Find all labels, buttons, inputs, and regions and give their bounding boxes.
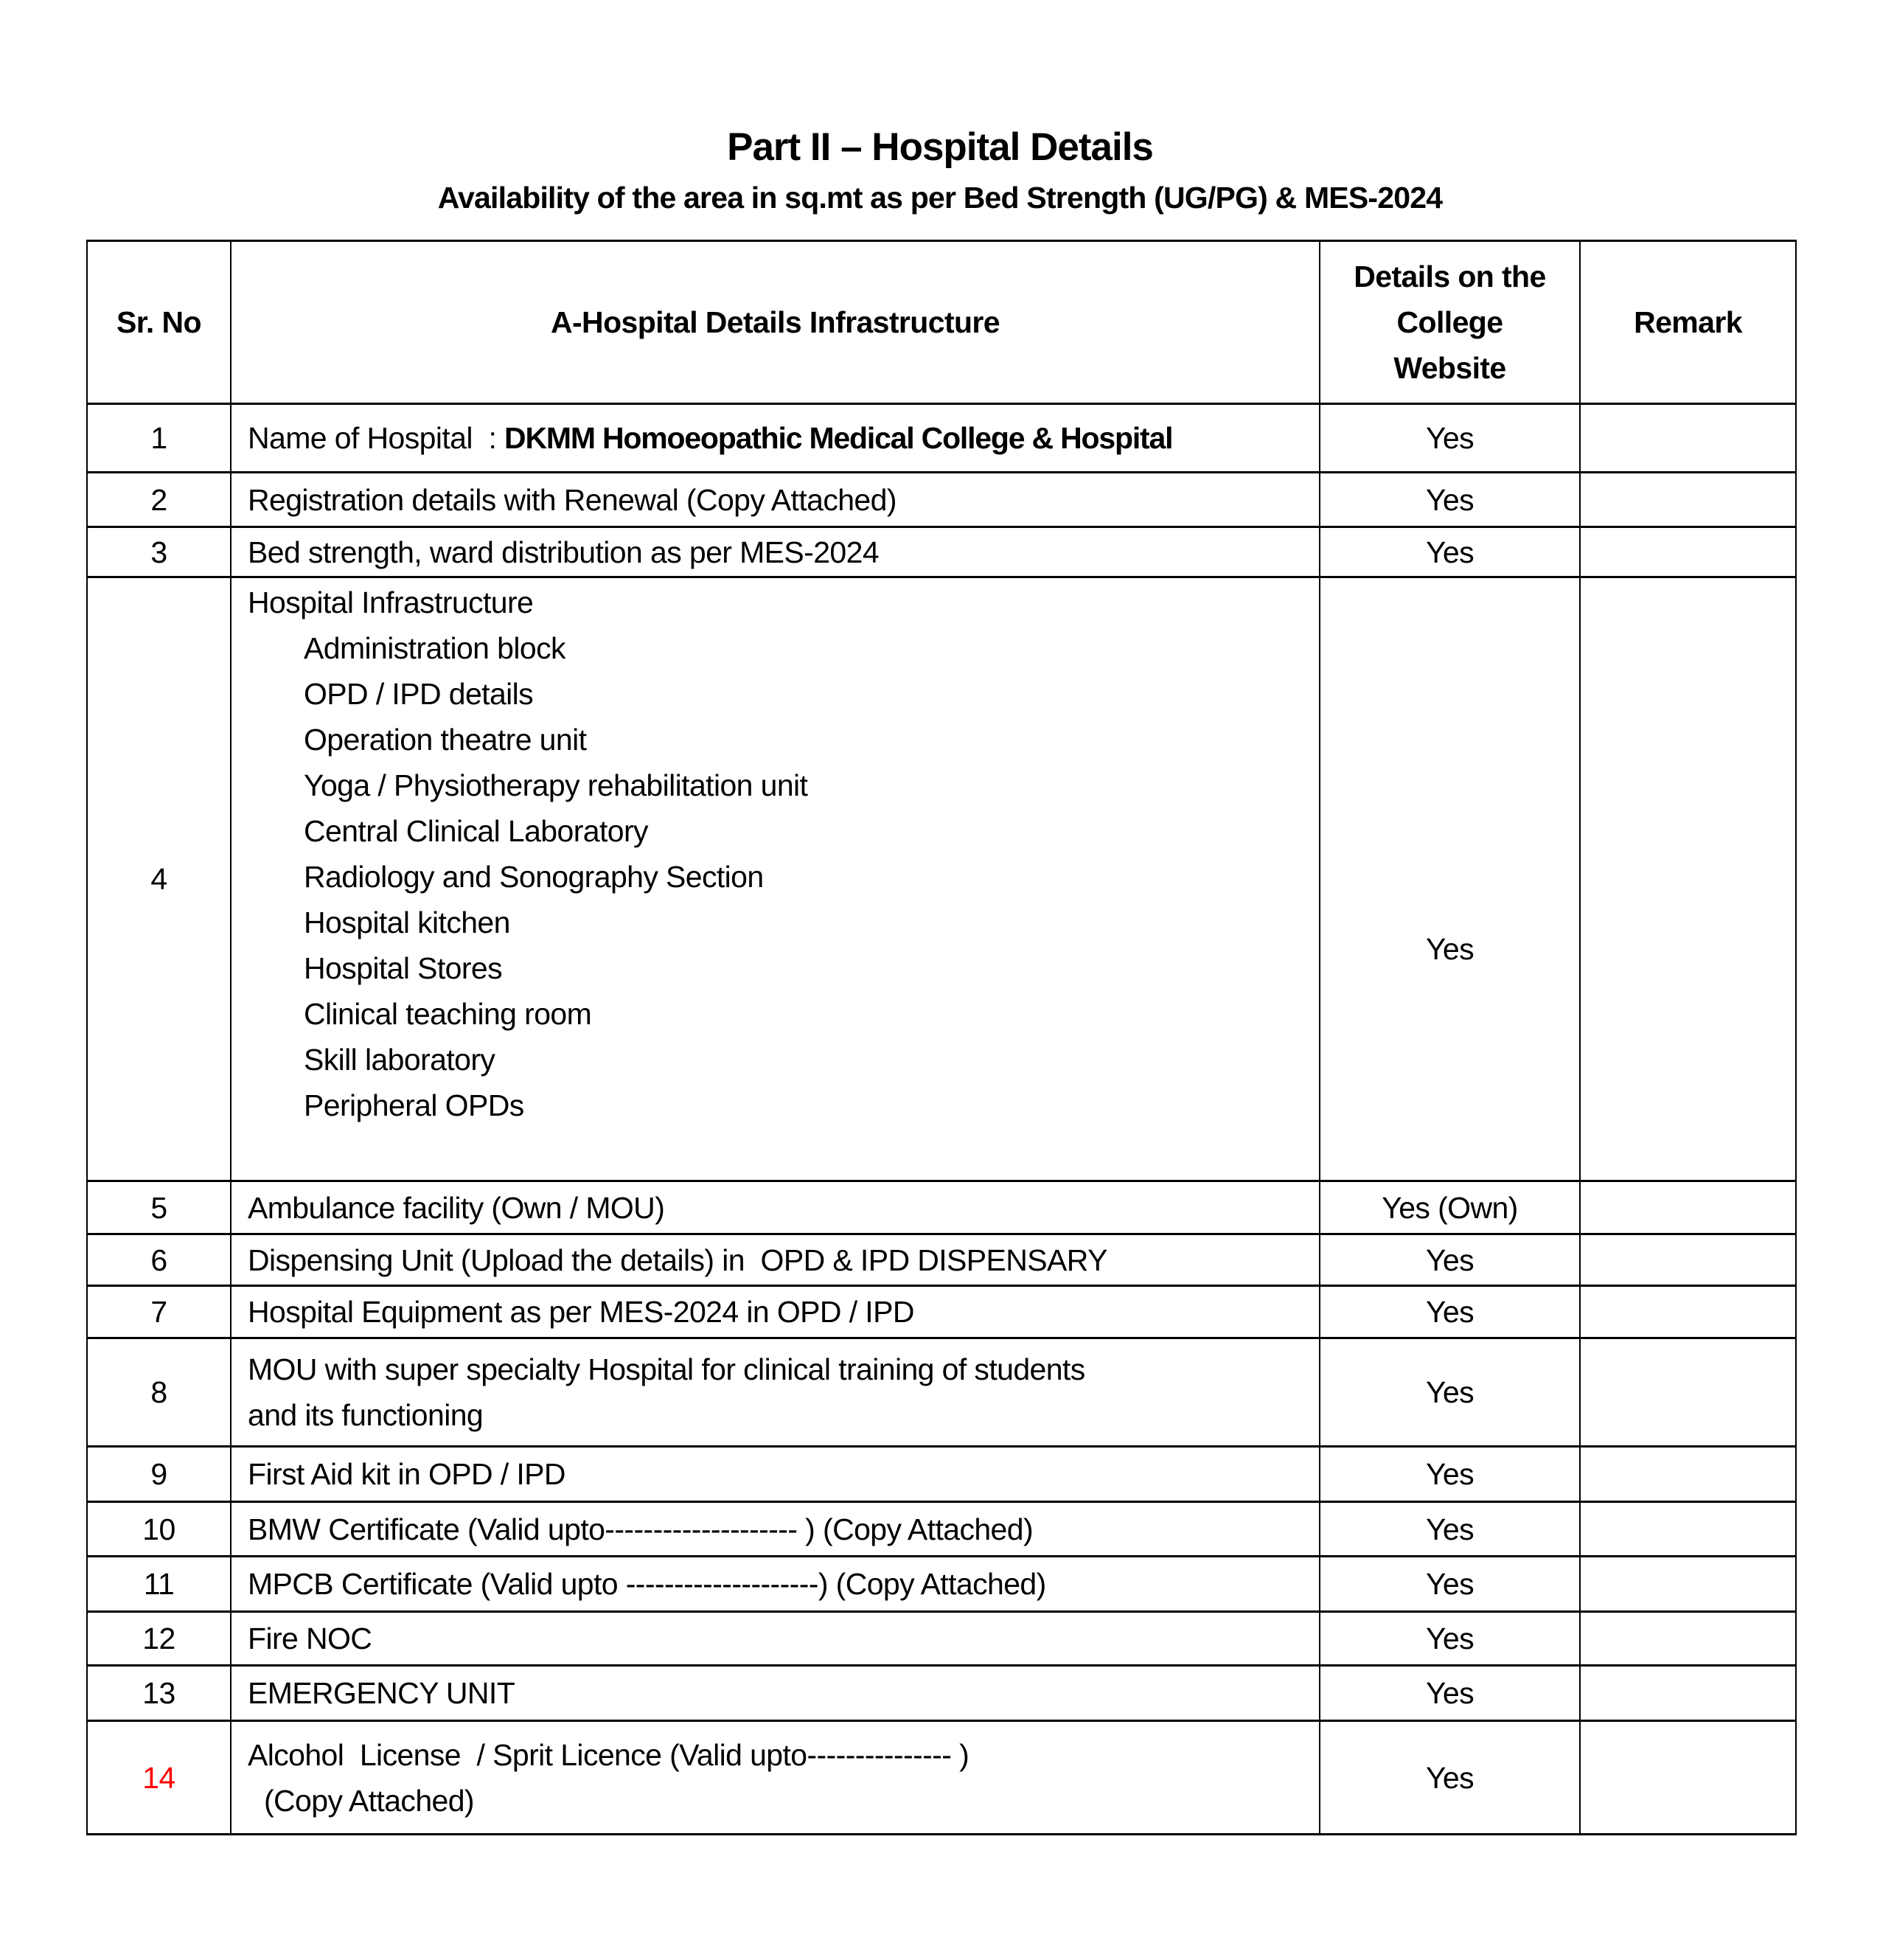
remark-cell[interactable] bbox=[1580, 1338, 1796, 1447]
infrastructure-subitem: Peripheral OPDs bbox=[304, 1088, 524, 1122]
hospital-name-label: Name of Hospital : bbox=[248, 421, 505, 455]
sr-no-cell: 9 bbox=[87, 1447, 231, 1502]
remark-cell[interactable] bbox=[1580, 1286, 1796, 1338]
description-cell: Hospital Equipment as per MES-2024 in OPD / IPD bbox=[231, 1286, 1320, 1338]
sr-no-cell: 12 bbox=[87, 1612, 231, 1666]
description-line: MOU with super specialty Hospital for clinical training of students bbox=[248, 1352, 1085, 1386]
sr-no-cell: 10 bbox=[87, 1502, 231, 1557]
header-remark: Remark bbox=[1580, 241, 1796, 404]
website-cell: Yes bbox=[1320, 527, 1580, 577]
table-row bbox=[87, 1666, 1796, 1721]
remark-cell[interactable] bbox=[1580, 1666, 1796, 1721]
table-row bbox=[87, 1181, 1796, 1234]
header-row bbox=[87, 241, 1796, 404]
sr-no-cell: 3 bbox=[87, 527, 231, 577]
infrastructure-subitem: Skill laboratory bbox=[304, 1043, 495, 1077]
sr-no-cell: 13 bbox=[87, 1666, 231, 1721]
infrastructure-subitem: Clinical teaching room bbox=[304, 997, 592, 1031]
table-row bbox=[87, 1557, 1796, 1612]
website-cell: Yes bbox=[1320, 1612, 1580, 1666]
remark-cell[interactable] bbox=[1580, 1502, 1796, 1557]
website-cell: Yes bbox=[1320, 1447, 1580, 1502]
infrastructure-subitem: Hospital Stores bbox=[304, 951, 503, 985]
sr-no-cell: 6 bbox=[87, 1234, 231, 1286]
description-cell bbox=[231, 577, 1320, 1181]
table-row bbox=[87, 577, 1796, 1181]
description-line: Alcohol License / Sprit Licence (Valid upto--------------- ) bbox=[248, 1737, 969, 1772]
header-sr-no: Sr. No bbox=[87, 241, 231, 404]
description-cell: BMW Certificate (Valid upto-------------------- ) (Copy Attached) bbox=[231, 1502, 1320, 1557]
website-cell: Yes bbox=[1320, 1557, 1580, 1612]
remark-cell[interactable] bbox=[1580, 1447, 1796, 1502]
table-row bbox=[87, 1338, 1796, 1447]
table-row bbox=[87, 1721, 1796, 1835]
description-cell: EMERGENCY UNIT bbox=[231, 1666, 1320, 1721]
sr-no-cell: 1 bbox=[87, 404, 231, 473]
header-website-line2: College bbox=[1396, 305, 1503, 339]
infrastructure-sublist bbox=[248, 625, 1319, 1128]
infrastructure-subitem: OPD / IPD details bbox=[304, 677, 534, 711]
hospital-name-value: DKMM Homoeopathic Medical College & Hospital bbox=[504, 421, 1173, 455]
description-cell bbox=[231, 1338, 1320, 1447]
description-cell: Bed strength, ward distribution as per MES-2024 bbox=[231, 527, 1320, 577]
infrastructure-heading: Hospital Infrastructure bbox=[248, 585, 534, 619]
header-website-line3: Website bbox=[1393, 351, 1506, 385]
sr-no-cell: 8 bbox=[87, 1338, 231, 1447]
document-title: Part II – Hospital Details bbox=[727, 125, 1153, 169]
description-cell bbox=[231, 404, 1320, 473]
remark-cell[interactable] bbox=[1580, 1181, 1796, 1234]
infrastructure-subitem: Central Clinical Laboratory bbox=[304, 814, 648, 848]
description-cell: Dispensing Unit (Upload the details) in OPD & IPD DISPENSARY bbox=[231, 1234, 1320, 1286]
infrastructure-subitem: Radiology and Sonography Section bbox=[304, 860, 764, 894]
sr-no-cell: 4 bbox=[87, 577, 231, 1181]
sr-no-cell: 7 bbox=[87, 1286, 231, 1338]
header-website-line1: Details on the bbox=[1354, 260, 1546, 293]
sr-no-cell: 5 bbox=[87, 1181, 231, 1234]
website-cell: Yes bbox=[1320, 1338, 1580, 1447]
remark-cell[interactable] bbox=[1580, 577, 1796, 1181]
sr-no-cell: 14 bbox=[87, 1721, 231, 1835]
infrastructure-subitem: Administration block bbox=[304, 631, 565, 665]
description-cell bbox=[231, 1721, 1320, 1835]
website-cell: Yes bbox=[1320, 1286, 1580, 1338]
hospital-details-table bbox=[86, 240, 1797, 1835]
remark-cell[interactable] bbox=[1580, 1557, 1796, 1612]
table-row bbox=[87, 1234, 1796, 1286]
website-cell: Yes bbox=[1320, 1502, 1580, 1557]
description-cell: MPCB Certificate (Valid upto --------------------) (Copy Attached) bbox=[231, 1557, 1320, 1612]
website-cell: Yes bbox=[1320, 404, 1580, 473]
header-college-website bbox=[1320, 241, 1580, 404]
description-cell: Ambulance facility (Own / MOU) bbox=[231, 1181, 1320, 1234]
table-row bbox=[87, 527, 1796, 577]
website-cell: Yes bbox=[1320, 1721, 1580, 1835]
description-cell: Registration details with Renewal (Copy Attached) bbox=[231, 473, 1320, 527]
remark-cell[interactable] bbox=[1580, 473, 1796, 527]
remark-cell[interactable] bbox=[1580, 1234, 1796, 1286]
infrastructure-subitem: Operation theatre unit bbox=[304, 723, 587, 757]
website-cell: Yes bbox=[1320, 1666, 1580, 1721]
description-cell: Fire NOC bbox=[231, 1612, 1320, 1666]
table-row bbox=[87, 1502, 1796, 1557]
table-row bbox=[87, 473, 1796, 527]
website-cell: Yes bbox=[1320, 473, 1580, 527]
sr-no-cell: 11 bbox=[87, 1557, 231, 1612]
sr-no-cell: 2 bbox=[87, 473, 231, 527]
header-infrastructure: A-Hospital Details Infrastructure bbox=[231, 241, 1320, 404]
table-row bbox=[87, 1286, 1796, 1338]
remark-cell[interactable] bbox=[1580, 1721, 1796, 1835]
website-cell: Yes bbox=[1320, 1234, 1580, 1286]
document-subtitle: Availability of the area in sq.mt as per Bed Strength (UG/PG) & MES-2024 bbox=[437, 181, 1443, 215]
infrastructure-subitem: Hospital kitchen bbox=[304, 906, 510, 939]
table-row bbox=[87, 1612, 1796, 1666]
description-line: (Copy Attached) bbox=[264, 1783, 474, 1818]
description-line: and its functioning bbox=[248, 1398, 484, 1432]
remark-cell[interactable] bbox=[1580, 404, 1796, 473]
remark-cell[interactable] bbox=[1580, 527, 1796, 577]
website-cell: Yes (Own) bbox=[1320, 1181, 1580, 1234]
description-cell: First Aid kit in OPD / IPD bbox=[231, 1447, 1320, 1502]
infrastructure-subitem: Yoga / Physiotherapy rehabilitation unit bbox=[304, 768, 808, 802]
table-row bbox=[87, 1447, 1796, 1502]
remark-cell[interactable] bbox=[1580, 1612, 1796, 1666]
table-row bbox=[87, 404, 1796, 473]
website-cell: Yes bbox=[1320, 577, 1580, 1181]
